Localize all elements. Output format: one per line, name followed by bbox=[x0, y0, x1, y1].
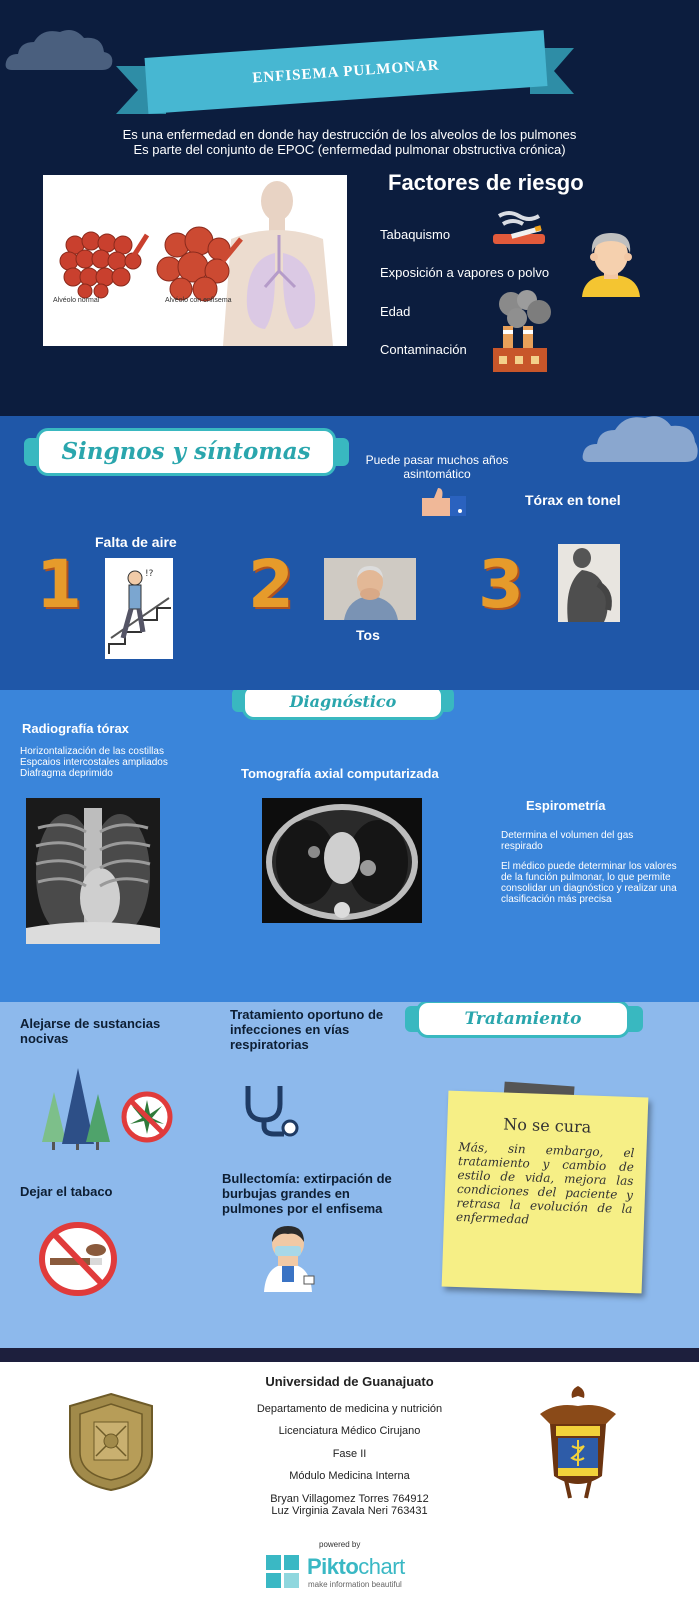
symptom-number-1: 1 bbox=[36, 546, 82, 623]
elderly-man-icon bbox=[580, 229, 642, 297]
note-body: Más, sin embargo, el tratamiento y cambio de estilo de vida, mejora las condiciones del paciente y retrasa la evolución de la enfermedad bbox=[455, 1139, 635, 1227]
spirometry-title: Espirometría bbox=[526, 798, 606, 813]
author-1: Bryan Villagomez Torres 764912 bbox=[270, 1493, 429, 1505]
intro-section bbox=[0, 0, 699, 416]
department-name: Departamento de medicina y nutrición bbox=[256, 1403, 443, 1415]
piktochart-brand[interactable] bbox=[307, 1554, 405, 1580]
symptom-barrel-chest-label: Tórax en tonel bbox=[525, 492, 621, 508]
risk-item-age: Edad bbox=[380, 304, 411, 319]
no-smoking-icon bbox=[36, 1220, 120, 1298]
faculty-eagle-logo bbox=[536, 1384, 620, 1500]
risk-factors-title: Factores de riesgo bbox=[388, 170, 584, 195]
spirometry-text-1: Determina el volumen del gas respirado bbox=[501, 830, 634, 852]
xray-line-3: Diafragma deprimido bbox=[20, 768, 113, 779]
xray-line-2: Espcaios intercostales ampliados bbox=[20, 757, 168, 768]
cloud-icon bbox=[581, 416, 699, 464]
alveoli-illustration bbox=[43, 175, 347, 346]
symptom-number-2: 2 bbox=[248, 546, 294, 623]
dyspnea-illustration bbox=[105, 558, 173, 659]
note-title: No se cura bbox=[503, 1114, 592, 1137]
treatment-item-avoid-substances: Alejarse de sustancias nocivas bbox=[20, 1016, 161, 1046]
university-seal-logo bbox=[66, 1392, 156, 1492]
powered-by-label: powered by bbox=[319, 1540, 361, 1549]
treatment-title: Tratamiento bbox=[416, 1002, 630, 1038]
degree-name: Licenciatura Médico Cirujano bbox=[278, 1425, 421, 1437]
page-title: ENFISEMA PULMONAR bbox=[145, 30, 548, 114]
treatment-item-bullectomy: Bullectomía: extirpación de burbujas grandes en pulmones por el enfisema bbox=[222, 1171, 392, 1216]
risk-item-vapors: Exposición a vapores o polvo bbox=[380, 265, 550, 280]
intro-line-1: Es una enfermedad en donde hay destrucción de los alveolos de los pulmones bbox=[122, 127, 577, 142]
piktochart-tagline: make information beautiful bbox=[308, 1580, 402, 1589]
xray-line-1: Horizontalización de las costillas bbox=[20, 746, 164, 757]
ct-title: Tomografía axial computarizada bbox=[241, 766, 439, 781]
treatment-item-quit-smoking: Dejar el tabaco bbox=[20, 1184, 113, 1199]
lungs-illustration bbox=[43, 175, 347, 346]
university-name: Universidad de Guanajuato bbox=[265, 1374, 434, 1389]
intro-line-2: Es parte del conjunto de EPOC (enfermedad pulmonar obstructiva crónica) bbox=[133, 142, 566, 157]
sticky-note bbox=[442, 1091, 649, 1294]
module-label: Módulo Medicina Interna bbox=[289, 1470, 410, 1482]
cloud-icon bbox=[4, 24, 114, 72]
barrel-chest-photo bbox=[558, 544, 620, 622]
spirometry-text-2: El médico puede determinar los valores de la función pulmonar, lo que permite consolidar un diagnóstico y realizar una clasificación más precisa bbox=[501, 861, 677, 905]
symptom-cough-label: Tos bbox=[356, 627, 380, 643]
symptoms-section bbox=[0, 416, 699, 690]
brand-left: Pikto bbox=[307, 1554, 359, 1579]
footer-divider bbox=[0, 1348, 699, 1362]
symptom-dyspnea-label: Falta de aire bbox=[95, 534, 177, 550]
thumbs-up-icon bbox=[420, 486, 468, 518]
xray-title: Radiografía tórax bbox=[22, 721, 129, 736]
chest-xray-image bbox=[26, 798, 160, 944]
risk-item-pollution: Contaminación bbox=[380, 342, 467, 357]
label-emphysema-alveolus: Alvéolo con enfisema bbox=[165, 297, 232, 304]
risk-item-smoking: Tabaquismo bbox=[380, 227, 451, 242]
treatment-item-infections: Tratamiento oportuno de infecciones en vías respiratorias bbox=[230, 1007, 384, 1052]
phase-label: Fase II bbox=[332, 1448, 367, 1460]
cough-photo bbox=[324, 558, 416, 620]
diagnosis-section bbox=[0, 690, 699, 1002]
diagnosis-title: Diagnóstico bbox=[242, 690, 444, 720]
no-drugs-icon bbox=[120, 1090, 174, 1144]
treatment-section bbox=[0, 1002, 699, 1348]
footer-section bbox=[0, 1362, 699, 1600]
symptom-number-3: 3 bbox=[478, 546, 524, 623]
svg-text:!?: !? bbox=[145, 569, 154, 579]
trees-icon bbox=[40, 1064, 112, 1150]
factory-pollution-icon bbox=[489, 290, 553, 372]
doctor-icon bbox=[258, 1220, 320, 1292]
label-normal-alveolus: Alvéolo normal bbox=[53, 297, 100, 304]
cigarette-ashtray-icon bbox=[493, 208, 549, 252]
ct-scan-image bbox=[262, 798, 422, 923]
author-2: Luz Virginia Zavala Neri 763431 bbox=[271, 1505, 428, 1517]
asymptomatic-note: Puede pasar muchos años asintomático bbox=[365, 453, 509, 481]
symptoms-title: Singnos y síntomas bbox=[36, 428, 336, 476]
brand-right: chart bbox=[358, 1554, 405, 1579]
stethoscope-icon bbox=[240, 1082, 300, 1138]
piktochart-logo-icon[interactable] bbox=[266, 1555, 302, 1591]
